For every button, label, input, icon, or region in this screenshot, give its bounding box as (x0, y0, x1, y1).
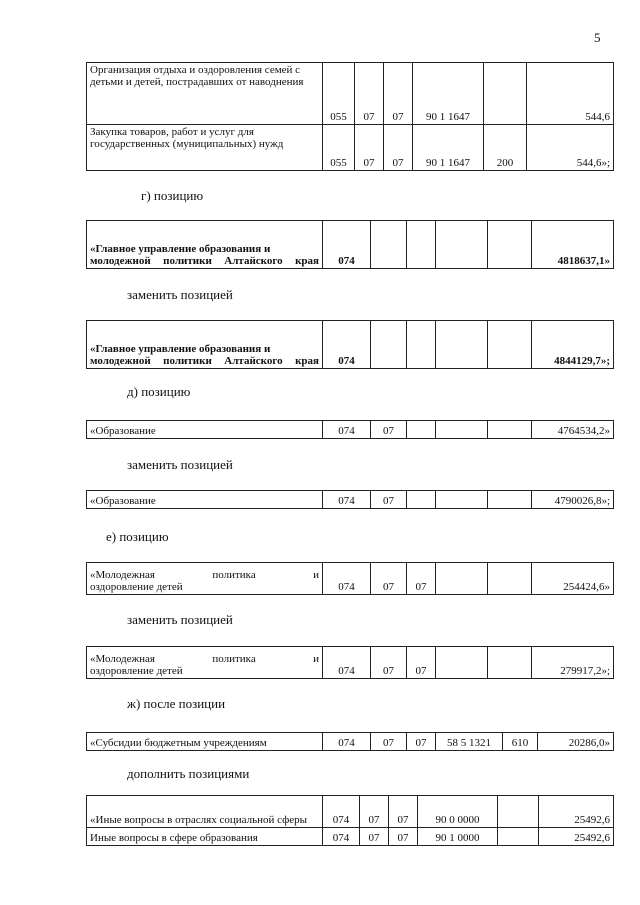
cell-type (498, 796, 539, 828)
cell-empty (488, 491, 532, 509)
cell-empty (436, 221, 488, 269)
cell-section: 07 (360, 796, 389, 828)
table-row (87, 321, 614, 369)
cell-section: 07 (371, 491, 407, 509)
cell-amount: 25492,6 (539, 828, 614, 846)
row-name-line-2: оздоровление детей (90, 665, 183, 677)
cell-ministry: 055 (323, 125, 355, 171)
row-name-line-1: «Молодежная политика и (90, 569, 319, 581)
cell-ministry: 074 (323, 828, 360, 846)
cell-target: 90 0 0000 (418, 796, 498, 828)
cell-empty (371, 321, 407, 369)
cell-amount: 4764534,2» (532, 421, 614, 439)
table-row (87, 221, 614, 269)
cell-ministry: 074 (323, 221, 371, 269)
page-number: 5 (594, 30, 601, 45)
cell-ministry: 074 (323, 421, 371, 439)
table-row (87, 563, 614, 595)
cell-section: 07 (371, 563, 407, 595)
cell-subsection: 07 (389, 828, 418, 846)
table-d-old (86, 420, 614, 439)
cell-subsection: 07 (384, 125, 413, 171)
row-name: «Главное управление образования и молодежной политики Алтайского края (87, 221, 323, 269)
table-add (86, 795, 614, 846)
label-add: дополнить позициями (127, 766, 250, 781)
table-row (87, 733, 614, 751)
cell-ministry: 074 (323, 491, 371, 509)
cell-type: 200 (484, 125, 527, 171)
cell-type: 610 (503, 733, 538, 751)
row-name: Закупка товаров, работ и услуг для государственных (муниципальных) нужд (87, 125, 323, 171)
cell-empty (436, 321, 488, 369)
cell-type (498, 828, 539, 846)
label-replace-2: заменить позицией (127, 457, 233, 472)
table-row (87, 421, 614, 439)
cell-ministry: 074 (323, 647, 371, 679)
cell-section: 07 (371, 421, 407, 439)
row-name: Организация отдыха и оздоровления семей с детьми и детей, пострадавших от наводнения (87, 63, 323, 125)
cell-empty (407, 421, 436, 439)
label-zh: ж) после позиции (127, 696, 226, 711)
label-d: д) позицию (127, 384, 191, 399)
table-g-old (86, 220, 614, 269)
cell-ministry: 074 (323, 563, 371, 595)
cell-empty (488, 321, 532, 369)
table-g-new (86, 320, 614, 369)
cell-empty (488, 221, 532, 269)
table-e-old (86, 562, 614, 595)
cell-empty (407, 321, 436, 369)
cell-amount: 4790026,8»; (532, 491, 614, 509)
cell-empty (436, 491, 488, 509)
row-name: «Образование (87, 491, 323, 509)
cell-subsection: 07 (407, 563, 436, 595)
cell-ministry: 074 (323, 796, 360, 828)
cell-target: 90 1 0000 (418, 828, 498, 846)
cell-type (484, 63, 527, 125)
cell-amount: 20286,0» (538, 733, 614, 751)
cell-target: 58 5 1321 (436, 733, 503, 751)
row-name: «Образование (87, 421, 323, 439)
table-row (87, 828, 614, 846)
label-g: г) позицию (141, 188, 204, 203)
cell-subsection: 07 (389, 796, 418, 828)
cell-empty (407, 221, 436, 269)
cell-amount: 25492,6 (539, 796, 614, 828)
table-row (87, 63, 614, 125)
cell-subsection: 07 (407, 647, 436, 679)
budget-table-top (86, 62, 614, 171)
table-d-new (86, 490, 614, 509)
cell-section: 07 (355, 63, 384, 125)
cell-empty (371, 221, 407, 269)
cell-empty (407, 491, 436, 509)
cell-empty (436, 421, 488, 439)
cell-section: 07 (371, 733, 407, 751)
table-row (87, 125, 614, 171)
cell-amount: 544,6»; (527, 125, 614, 171)
cell-empty (488, 647, 532, 679)
cell-target: 90 1 1647 (413, 125, 484, 171)
table-zh (86, 732, 614, 751)
table-row (87, 491, 614, 509)
cell-amount: 4818637,1» (532, 221, 614, 269)
row-name-line-1: «Молодежная политика и (90, 653, 319, 665)
row-name: Иные вопросы в сфере образования (87, 828, 323, 846)
cell-amount: 254424,6» (532, 563, 614, 595)
cell-target: 90 1 1647 (413, 63, 484, 125)
cell-empty (436, 647, 488, 679)
row-name: «Иные вопросы в отраслях социальной сферы (87, 796, 323, 828)
cell-section: 07 (371, 647, 407, 679)
cell-empty (488, 421, 532, 439)
row-name (87, 563, 323, 595)
label-e: е) позицию (106, 529, 169, 544)
cell-amount: 544,6 (527, 63, 614, 125)
cell-empty (436, 563, 488, 595)
cell-ministry: 055 (323, 63, 355, 125)
row-name: «Главное управление образования и молодежной политики Алтайского края (87, 321, 323, 369)
row-name (87, 647, 323, 679)
cell-amount: 279917,2»; (532, 647, 614, 679)
cell-ministry: 074 (323, 733, 371, 751)
cell-amount: 4844129,7»; (532, 321, 614, 369)
row-name-line-2: оздоровление детей (90, 581, 183, 593)
table-row (87, 647, 614, 679)
row-name: «Субсидии бюджетным учреждениям (87, 733, 323, 751)
label-replace-3: заменить позицией (127, 612, 233, 627)
cell-ministry: 074 (323, 321, 371, 369)
cell-subsection: 07 (384, 63, 413, 125)
cell-section: 07 (355, 125, 384, 171)
table-e-new (86, 646, 614, 679)
table-row (87, 796, 614, 828)
cell-section: 07 (360, 828, 389, 846)
cell-subsection: 07 (407, 733, 436, 751)
cell-empty (488, 563, 532, 595)
label-replace-1: заменить позицией (127, 287, 233, 302)
